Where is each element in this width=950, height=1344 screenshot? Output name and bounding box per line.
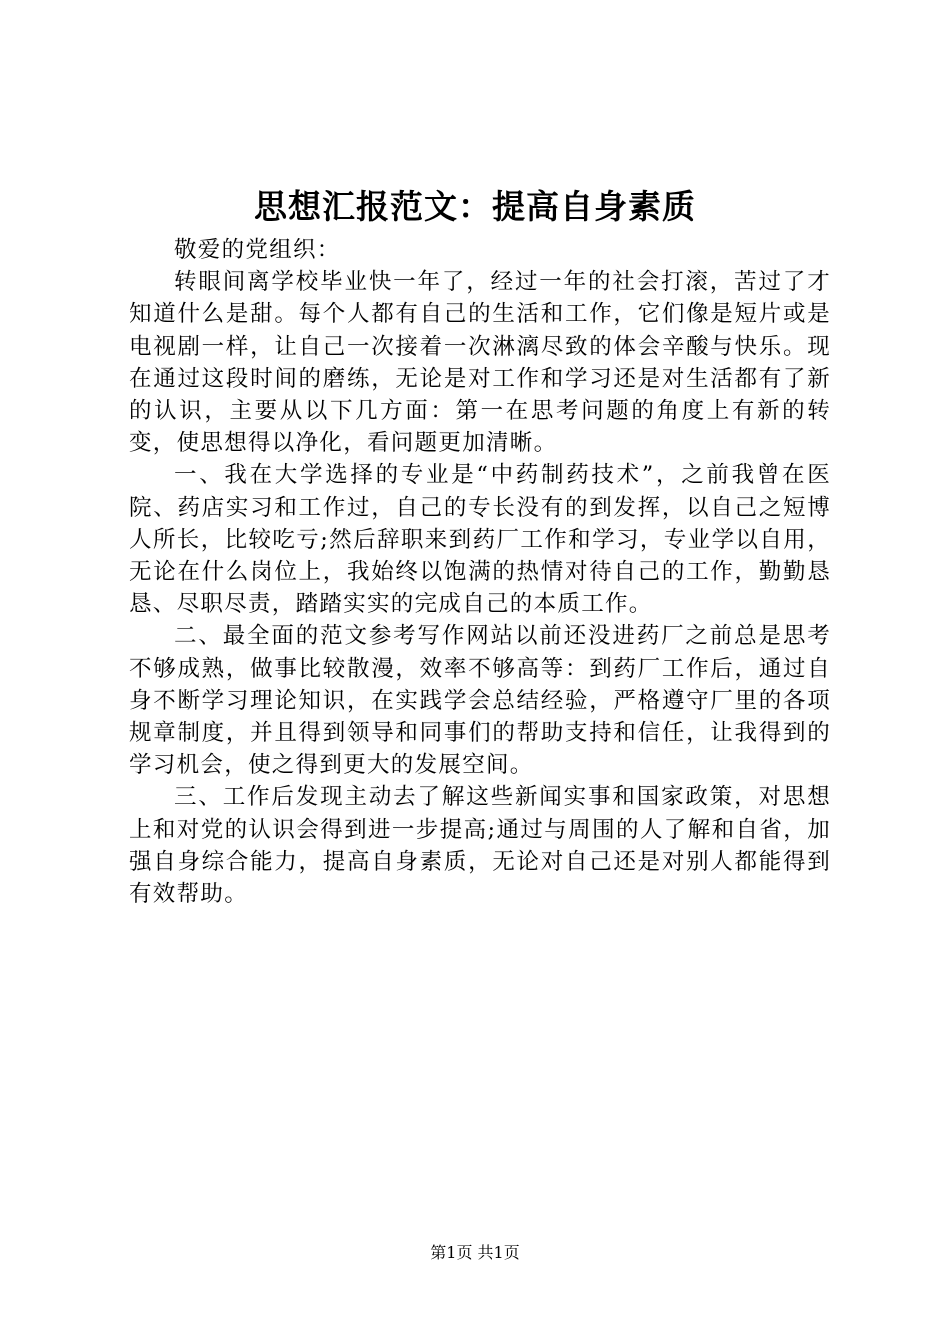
paragraph-intro: 转眼间离学校毕业快一年了，经过一年的社会打滚，苦过了才知道什么是甜。每个人都有自己的生活和工作，它们像是短片或是电视剧一样，让自己一次接着一次淋漓尽致的体会辛酸与快乐。现在通过这段时间的磨练，无论是对工作和学习还是对生活都有了新的认识，主要从以下几方面：第一在思考问题的角度上有新的转变，使思想得以净化，看问题更加清晰。 (129, 269, 831, 457)
paragraph-point-two: 二、最全面的范文参考写作网站以前还没进药厂之前总是思考不够成熟，做事比较散漫，效率不够高等：到药厂工作后，通过自身不断学习理论知识，在实践学会总结经验，严格遵守厂里的各项规章制度，并且得到领导和同事们的帮助支持和信任，让我得到的学习机会，使之得到更大的发展空间。 (129, 623, 831, 779)
page-footer: 第1页 共1页 (430, 1243, 520, 1262)
document-body (129, 234, 831, 910)
paragraph-point-one: 一、我在大学选择的专业是“中药制药技术”，之前我曾在医院、药店实习和工作过，自己的专长没有的到发挥，以自己之短博人所长，比较吃亏;然后辞职来到药厂工作和学习，专业学以自用，无论在什么岗位上，我始终以饱满的热情对待自己的工作，勤勤恳恳、尽职尽责，踏踏实实的完成自己的本质工作。 (129, 462, 831, 618)
paragraph-point-three: 三、工作后发现主动去了解这些新闻实事和国家政策，对思想上和对党的认识会得到进一步提高;通过与周围的人了解和自省，加强自身综合能力，提高自身素质，无论对自己还是对别人都能得到有效帮助。 (129, 784, 831, 908)
salutation: 敬爱的党组织： (174, 237, 341, 263)
document-title: 思想汇报范文：提高自身素质 (254, 187, 696, 226)
